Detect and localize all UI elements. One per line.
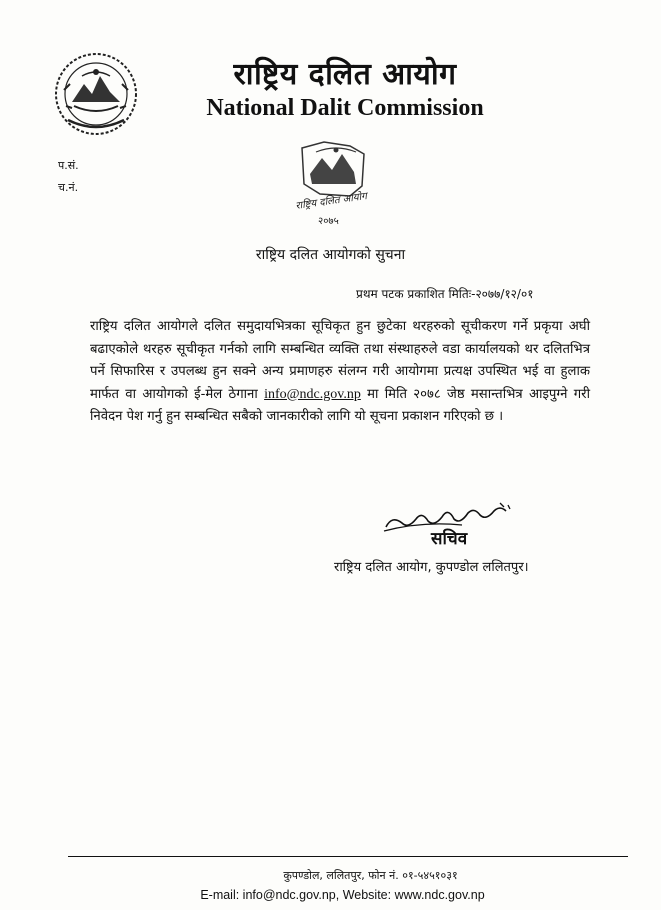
stamp-year: २०७५ (318, 216, 339, 227)
notice-body-text-end: मा मिति २०७८ जेष्ठ मसान्तभित्र आइपुग्ने गरी निवेदन पेश गर्नु हुन सम्बन्धित सबैको जानकारीको लागि यो सूचना प्रकाशन गरिएको छ । (90, 386, 590, 424)
nepal-emblem-logo (52, 50, 140, 138)
signatory-title: सचिव (431, 529, 468, 549)
letter-number-label: प.सं. (58, 159, 79, 172)
signatory-organization: राष्ट्रिय दलित आयोग, कुपण्डोल ललितपुर। (334, 560, 529, 575)
commission-title-nepali: राष्ट्रिय दलित आयोग (233, 57, 457, 92)
dispatch-number-label: च.नं. (58, 181, 79, 194)
footer-divider (68, 856, 628, 857)
footer-contact: E-mail: info@ndc.gov.np, Website: www.ndc.gov.np (200, 888, 485, 902)
commission-title-english: National Dalit Commission (206, 95, 484, 121)
footer-address: कुपण्डोल, ललितपुर, फोन नं. ०१-५४५१०३१ (283, 869, 458, 882)
email-link[interactable]: info@ndc.gov.np (264, 386, 361, 402)
publish-date: प्रथम पटक प्रकाशित मितिः-२०७७/१२/०१ (356, 287, 534, 301)
notice-title: राष्ट्रिय दलित आयोगको सुचना (255, 247, 406, 263)
notice-body (90, 316, 590, 429)
stamp-label: राष्ट्रिय दलित आयोग (294, 191, 368, 212)
notice-body-text: राष्ट्रिय दलित आयोगले दलित समुदायभित्रका सूचिकृत हुन छुटेका थरहरुको सूचीकरण गर्ने प्रकृया अघी बढाएकोले थरहरु सूचीकृत गर्नको लागि सम्बन्धित व्यक्ति तथा संस्थाहरुले वडा कार्यालयको थर दलितभित्र पर्ने सिफारिस र उपलब्ध हुन सक्ने अन्य प्रमाणहरु संलग्न गरी आयोगमा प्रत्यक्ष उपस्थित भई वा हुलाक मार्फत वा आयोगको ई-मेल ठेगाना (90, 319, 590, 402)
